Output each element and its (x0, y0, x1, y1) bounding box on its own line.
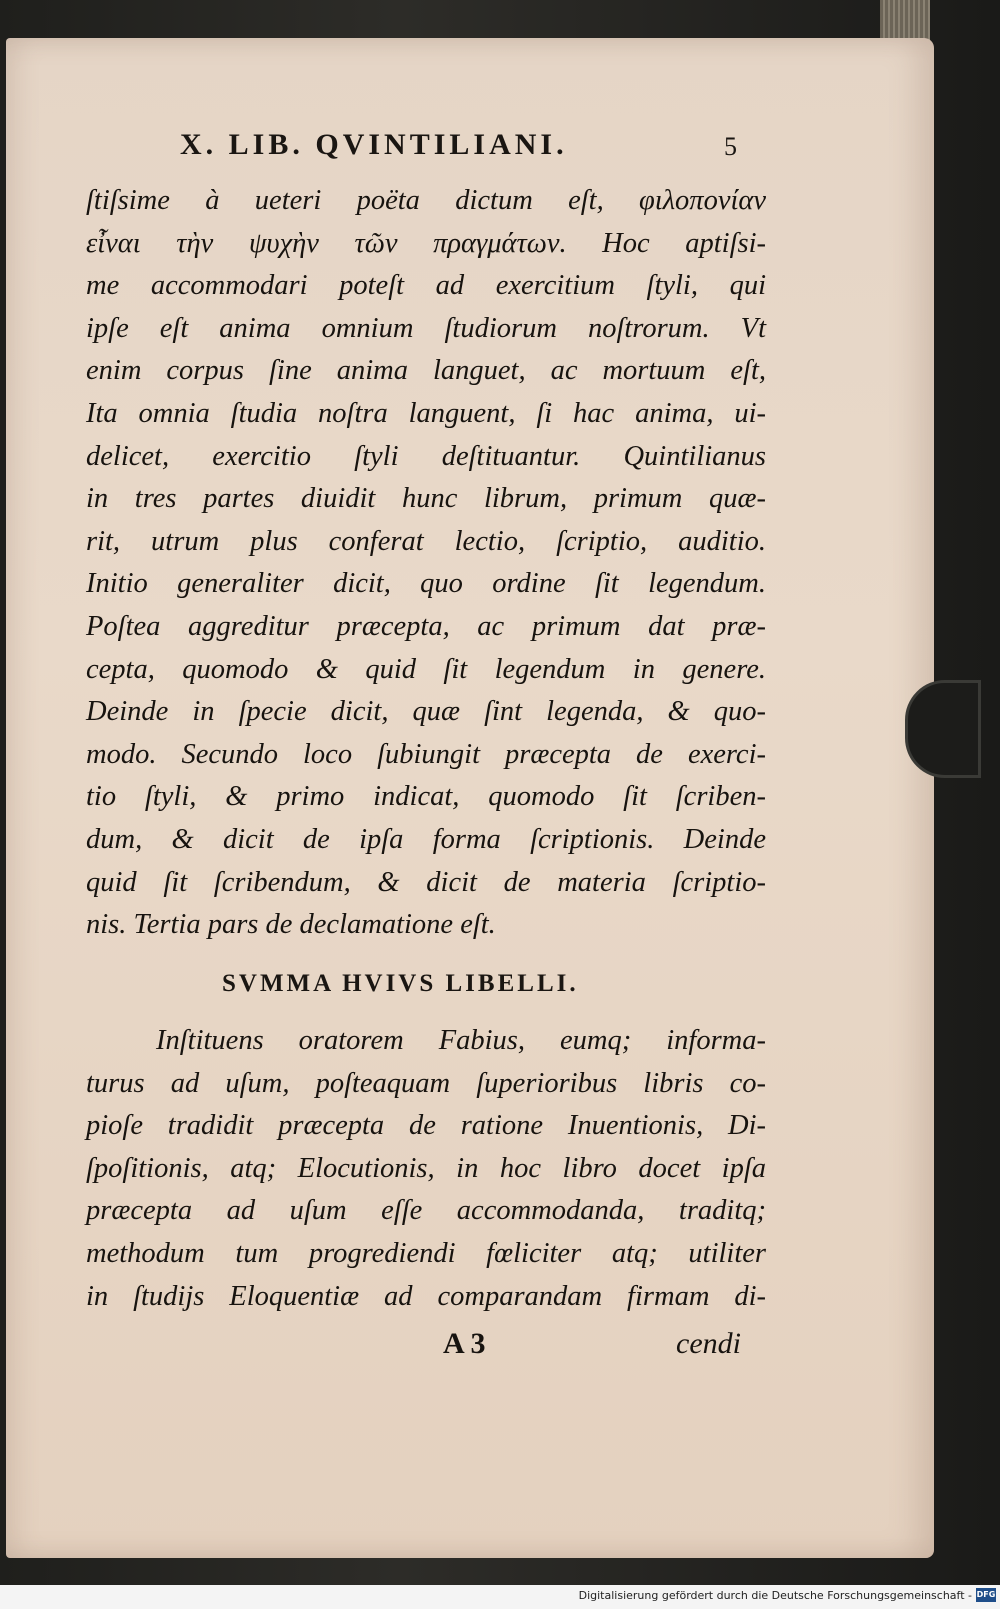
text-line: Poſtea aggreditur præcepta, ac primum dat præ- (86, 610, 766, 642)
text-line: quid ſit ſcribendum, & dicit de materia ſcriptio- (86, 866, 766, 898)
running-head: X. LIB. QVINTILIANI. (180, 128, 568, 161)
text-line: ipſe eſt anima omnium ſtudiorum noſtrorum. Vt (86, 312, 766, 344)
paragraph-1 (86, 180, 766, 947)
text-line: rit, utrum plus conferat lectio, ſcriptio, auditio. (86, 525, 766, 557)
text-line: pioſe tradidit præcepta de ratione Inuentionis, Di- (86, 1110, 766, 1142)
text-line: εἶναι τὴν ψυχὴν τῶν πραγμάτων. Hoc aptiſsi- (86, 227, 766, 259)
text-line: modo. Secundo loco ſubiungit præcepta de exerci- (86, 738, 766, 770)
catchword: cendi (676, 1327, 741, 1360)
dfg-logo-icon: DFG (976, 1588, 996, 1602)
text-line: ſpoſitionis, atq; Elocutionis, in hoc libro docet ipſa (86, 1152, 766, 1184)
text-line: dum, & dicit de ipſa forma ſcriptionis. Deinde (86, 823, 766, 855)
page-clip (905, 680, 981, 778)
footer-bar (0, 1585, 1000, 1609)
footer-credit: Digitalisierung gefördert durch die Deutsche Forschungsgemeinschaft - (578, 1589, 972, 1602)
text-line: præcepta ad uſum eſſe accommodanda, traditq; (86, 1195, 766, 1227)
signature-mark: A 3 (443, 1327, 486, 1360)
text-line: nis. Tertia pars de declamatione eſt. (86, 909, 496, 941)
text-line: enim corpus ſine anima languet, ac mortuum eſt, (86, 355, 766, 387)
text-line: Deinde in ſpecie dicit, quæ ſint legenda, & quo- (86, 696, 766, 728)
text-line: turus ad uſum, poſteaquam ſuperioribus libris co- (86, 1067, 766, 1099)
page-number: 5 (724, 132, 737, 161)
text-line: me accommodari poteſt ad exercitium ſtyli, qui (86, 270, 766, 302)
text-line: in tres partes diuidit hunc librum, primum quæ- (86, 483, 766, 515)
text-line: methodum tum progrediendi fœliciter atq; utiliter (86, 1237, 766, 1269)
text-line: Initio generaliter dicit, quo ordine ſit legendum. (86, 568, 766, 600)
text-line: delicet, exercitio ſtyli deſtituantur. Quintilianus (86, 440, 766, 472)
text-line: Ita omnia ſtudia noſtra languent, ſi hac anima, ui- (86, 397, 766, 429)
section-heading: SVMMA HVIVS LIBELLI. (222, 970, 579, 997)
paragraph-2 (86, 1020, 766, 1318)
text-line: Inſtituens oratorem Fabius, eumq; informa- (156, 1025, 766, 1056)
text-line: in ſtudijs Eloquentiæ ad comparandam firmam di- (86, 1280, 766, 1312)
text-line: cepta, quomodo & quid ſit legendum in genere. (86, 653, 766, 685)
text-line: ſtiſsime à ueteri poëta dictum eſt, φιλοπονίαν (86, 185, 766, 216)
text-line: tio ſtyli, & primo indicat, quomodo ſit ſcriben- (86, 781, 766, 813)
